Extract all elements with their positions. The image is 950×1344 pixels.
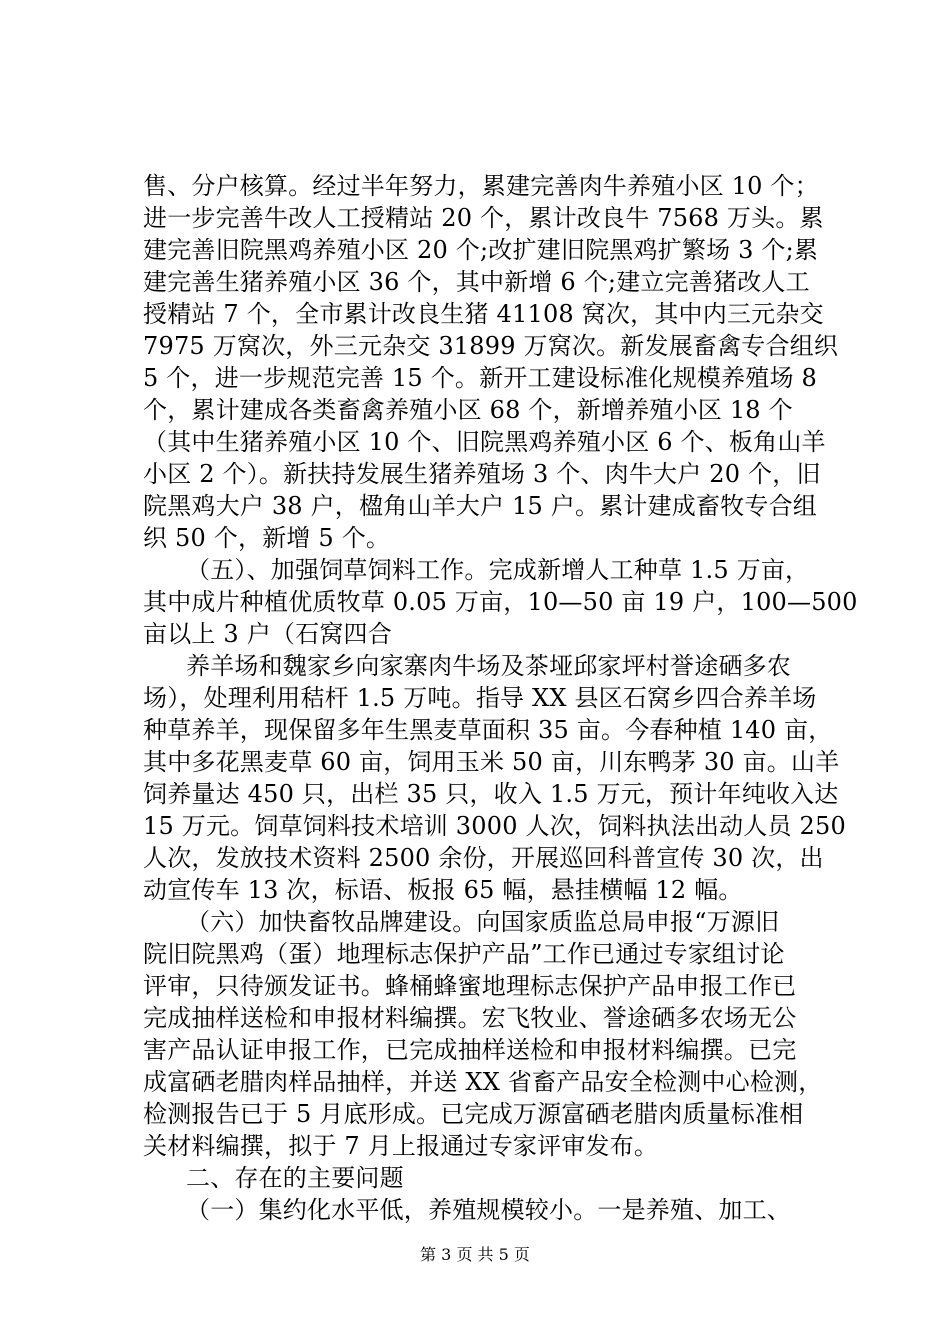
text-line: 害产品认证申报工作，已完成抽样送检和申报材料编撰。已完 (143, 1036, 797, 1064)
text-line: 院黑鸡大户 38 户，楹角山羊大户 15 户。累计建成畜牧专合组 (143, 492, 817, 520)
text-line: 院旧院黑鸡（蛋）地理标志保护产品”工作已通过专家组讨论 (143, 940, 785, 968)
text-line: 售、分户核算。经过半年努力，累建完善肉牛养殖小区 10 个； (143, 172, 819, 200)
text-line: 其中多花黑麦草 60 亩，饲用玉米 50 亩，川东鸭茅 30 亩。山羊 (143, 748, 840, 776)
text-line: 进一步完善牛改人工授精站 20 个，累计改良牛 7568 万头。累 (143, 204, 824, 232)
text-line: 其中成片种植优质牧草 0.05 万亩，10—50 亩 19 户，100—500 (143, 588, 858, 616)
text-line: 动宣传车 13 次，标语、板报 65 幅，悬挂横幅 12 幅。 (143, 876, 743, 904)
document-body (143, 170, 858, 1226)
text-line: （其中生猪养殖小区 10 个、旧院黑鸡养殖小区 6 个、板角山羊 (143, 428, 826, 456)
text-line: 建完善旧院黑鸡养殖小区 20 个;改扩建旧院黑鸡扩繁场 3 个;累 (143, 236, 819, 264)
text-line: 养羊场和魏家乡向家寨肉牛场及茶垭邱家坪村誉途硒多农 (186, 652, 791, 680)
text-line: 人次，发放技术资料 2500 余份，开展巡回科普宣传 30 次，出 (143, 844, 824, 872)
text-line: 织 50 个，新增 5 个。 (143, 524, 391, 552)
text-line: 个，累计建成各类畜禽养殖小区 68 个，新增养殖小区 18 个 (143, 396, 793, 424)
text-line: 授精站 7 个，全市累计改良生猪 41108 窝次，其中内三元杂交 (143, 300, 824, 328)
text-line: 场），处理利用秸杆 1.5 万吨。指导 XX 县区石窝乡四合养羊场 (143, 684, 817, 712)
text-line: 5 个，进一步规范完善 15 个。新开工建设标准化规模养殖场 8 (143, 364, 817, 392)
text-line: （一）集约化水平低，养殖规模较小。一是养殖、加工、 (186, 1196, 791, 1224)
text-line: 关材料编撰，拟于 7 月上报通过专家评审发布。 (143, 1132, 659, 1160)
text-line: 7975 万窝次，外三元杂交 31899 万窝次。新发展畜禽专合组织 (143, 332, 839, 360)
text-line: 小区 2 个）。新扶持发展生猪养殖场 3 个、肉牛大户 20 个，旧 (143, 460, 821, 488)
text-line: 二、存在的主要问题 (186, 1164, 404, 1192)
text-line: （五）、加强饲草饲料工作。完成新增人工种草 1.5 万亩， (186, 556, 810, 584)
text-line: 种草养羊，现保留多年生黑麦草面积 35 亩。今春种植 140 亩， (143, 716, 833, 744)
text-line: 饲养量达 450 只，出栏 35 只，收入 1.5 万元，预计年纯收入达 (143, 780, 839, 808)
text-line: 成富硒老腊肉样品抽样，并送 XX 省畜产品安全检测中心检测， (143, 1068, 823, 1096)
text-line: （六）加快畜牧品牌建设。向国家质监总局申报“万源旧 (186, 908, 780, 936)
text-line: 检测报告已于 5 月底形成。已完成万源富硒老腊肉质量标准相 (143, 1100, 804, 1128)
text-line: 15 万元。饲草饲料技术培训 3000 人次，饲料执法出动人员 250 (143, 812, 846, 840)
page-footer: 第 3 页 共 5 页 (420, 1245, 530, 1264)
text-line: 完成抽样送检和申报材料编撰。宏飞牧业、誉途硒多农场无公 (143, 1004, 797, 1032)
text-line: 亩以上 3 户（石窝四合 (143, 620, 392, 648)
text-line: 建完善生猪养殖小区 36 个，其中新增 6 个;建立完善猪改人工 (143, 268, 810, 296)
text-line: 评审，只待颁发证书。蜂桶蜂蜜地理标志保护产品申报工作已 (143, 972, 797, 1000)
